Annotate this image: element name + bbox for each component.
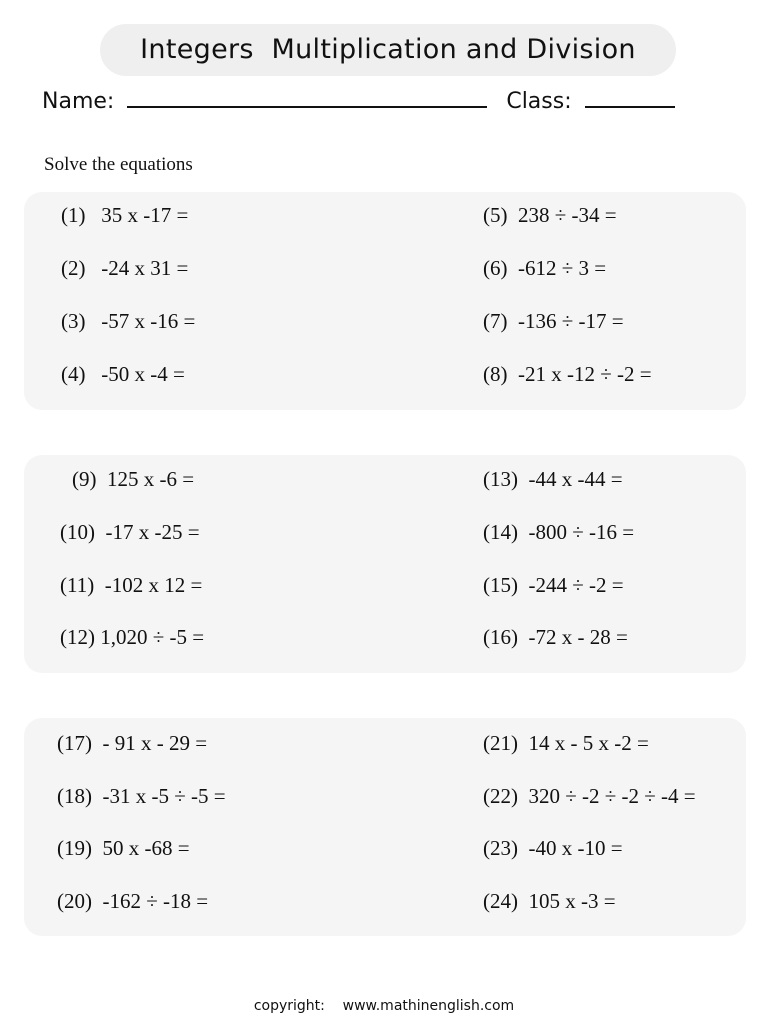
question-15: (15) -244 ÷ -2 = — [483, 573, 624, 597]
question-2: (2) -24 x 31 = — [61, 256, 189, 280]
question-6: (6) -612 ÷ 3 = — [483, 256, 607, 280]
question-3: (3) -57 x -16 = — [61, 309, 196, 333]
question-23: (23) -40 x -10 = — [483, 836, 623, 860]
question-19: (19) 50 x -68 = — [57, 836, 190, 860]
question-14: (14) -800 ÷ -16 = — [483, 520, 635, 544]
question-5: (5) 238 ÷ -34 = — [483, 203, 617, 227]
question-11: (11) -102 x 12 = — [60, 573, 203, 597]
name-label: Name: — [42, 89, 115, 114]
question-13: (13) -44 x -44 = — [483, 467, 623, 491]
class-label: Class: — [506, 89, 572, 114]
question-16: (16) -72 x - 28 = — [483, 625, 628, 649]
question-21: (21) 14 x - 5 x -2 = — [483, 731, 649, 755]
copyright-footer: copyright: www.mathinenglish.com — [253, 998, 515, 1014]
question-12: (12) 1,020 ÷ -5 = — [60, 625, 205, 649]
question-17: (17) - 91 x - 29 = — [57, 731, 208, 755]
question-1: (1) 35 x -17 = — [61, 203, 189, 227]
name-blank-line — [127, 84, 487, 108]
question-8: (8) -21 x -12 ÷ -2 = — [483, 362, 652, 386]
question-22: (22) 320 ÷ -2 ÷ -2 ÷ -4 = — [483, 784, 696, 808]
class-blank-line — [585, 84, 675, 108]
question-7: (7) -136 ÷ -17 = — [483, 309, 624, 333]
question-10: (10) -17 x -25 = — [60, 520, 200, 544]
question-20: (20) -162 ÷ -18 = — [57, 889, 209, 913]
question-9: (9) 125 x -6 = — [72, 467, 195, 491]
question-4: (4) -50 x -4 = — [61, 362, 185, 386]
name-class-row — [42, 84, 675, 118]
question-24: (24) 105 x -3 = — [483, 889, 616, 913]
question-18: (18) -31 x -5 ÷ -5 = — [57, 784, 226, 808]
instructions: Solve the equations — [44, 154, 193, 175]
worksheet-title: Integers Multiplication and Division — [100, 24, 676, 76]
